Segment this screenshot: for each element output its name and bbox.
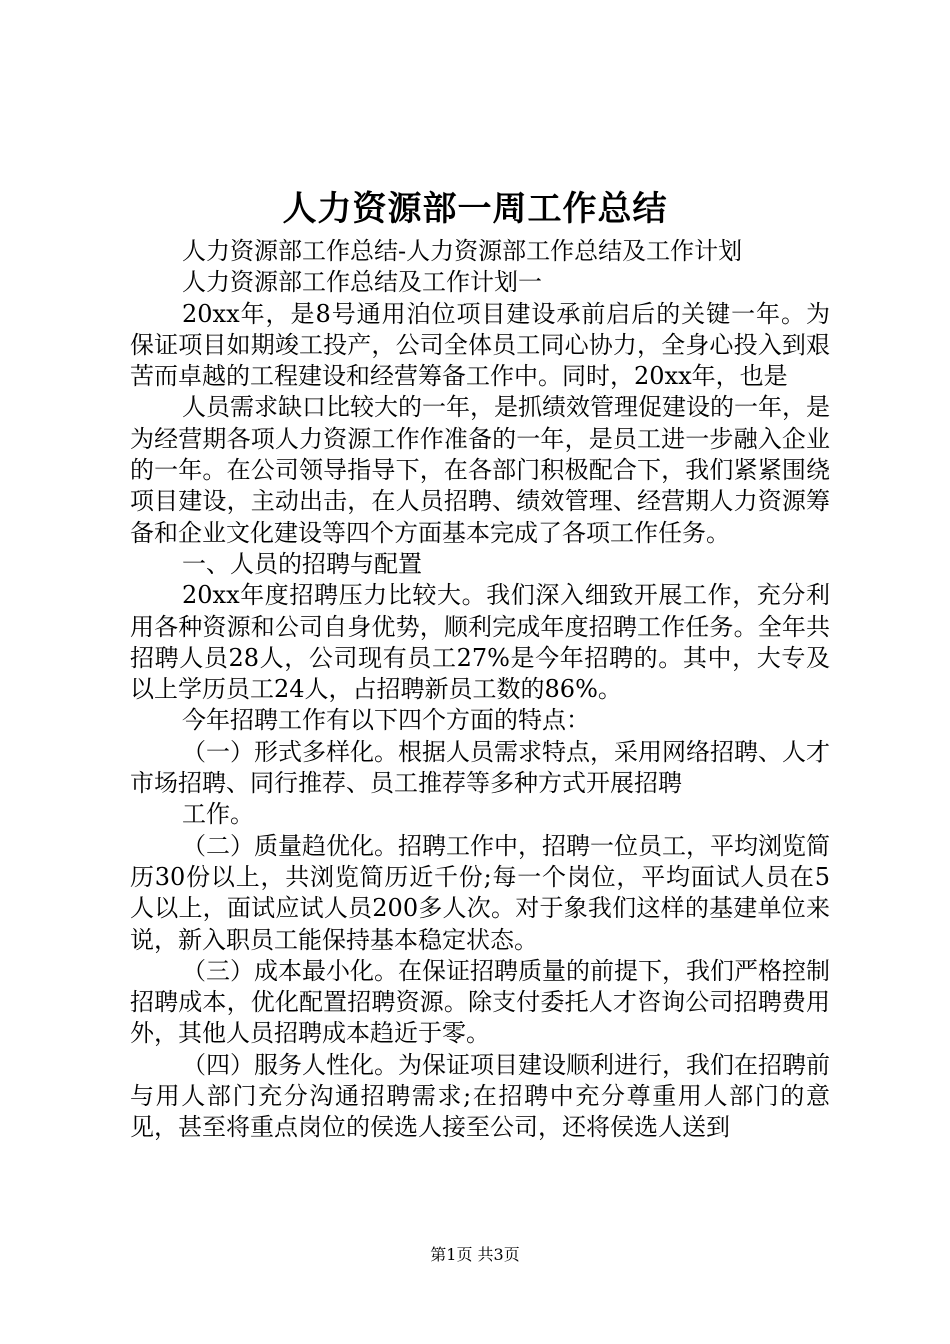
document-body xyxy=(130,236,830,1144)
paragraph: （三）成本最小化。在保证招聘质量的前提下，我们严格控制招聘成本，优化配置招聘资源。除支付委托人才咨询公司招聘费用外，其他人员招聘成本趋近于零。 xyxy=(130,956,830,1048)
paragraph: （一）形式多样化。根据人员需求特点，采用网络招聘、人才市场招聘、同行推荐、员工推荐等多种方式开展招聘 xyxy=(130,737,830,798)
page-footer: 第1页 共3页 xyxy=(430,1245,520,1264)
paragraph: 人力资源部工作总结及工作计划一 xyxy=(182,268,542,297)
paragraph: 今年招聘工作有以下四个方面的特点： xyxy=(182,706,590,735)
paragraph: 工作。 xyxy=(182,800,254,829)
section-heading: 一、人员的招聘与配置 xyxy=(182,549,422,578)
paragraph: 20xx年，是8号通用泊位项目建设承前启后的关键一年。为保证项目如期竣工投产，公司全体员工同心协力，全身心投入到艰苦而卓越的工程建设和经营筹备工作中。同时，20xx年，也是 xyxy=(130,299,830,391)
paragraph: （二）质量趋优化。招聘工作中，招聘一位员工，平均浏览简历30份以上，共浏览简历近千份;每一个岗位，平均面试人员在5人以上，面试应试人员200多人次。对于象我们这样的基建单位来说，新入职员工能保持基本稳定状态。 xyxy=(130,831,830,954)
paragraph: 20xx年度招聘压力比较大。我们深入细致开展工作，充分利用各种资源和公司自身优势，顺利完成年度招聘工作任务。全年共招聘人员28人，公司现有员工27%是今年招聘的。其中，大专及以上学历员工24人，占招聘新员工数的86%。 xyxy=(130,581,830,704)
paragraph: （四）服务人性化。为保证项目建设顺利进行，我们在招聘前与用人部门充分沟通招聘需求;在招聘中充分尊重用人部门的意见，甚至将重点岗位的侯选人接至公司，还将侯选人送到 xyxy=(130,1050,830,1142)
paragraph: 人员需求缺口比较大的一年，是抓绩效管理促建设的一年，是为经营期各项人力资源工作作准备的一年，是员工进一步融入企业的一年。在公司领导指导下，在各部门积极配合下，我们紧紧围绕项目建设，主动出击，在人员招聘、绩效管理、经营期人力资源筹备和企业文化建设等四个方面基本完成了各项工作任务。 xyxy=(130,393,830,547)
paragraph: 人力资源部工作总结-人力资源部工作总结及工作计划 xyxy=(182,237,743,265)
document-title: 人力资源部一周工作总结 xyxy=(282,189,668,229)
